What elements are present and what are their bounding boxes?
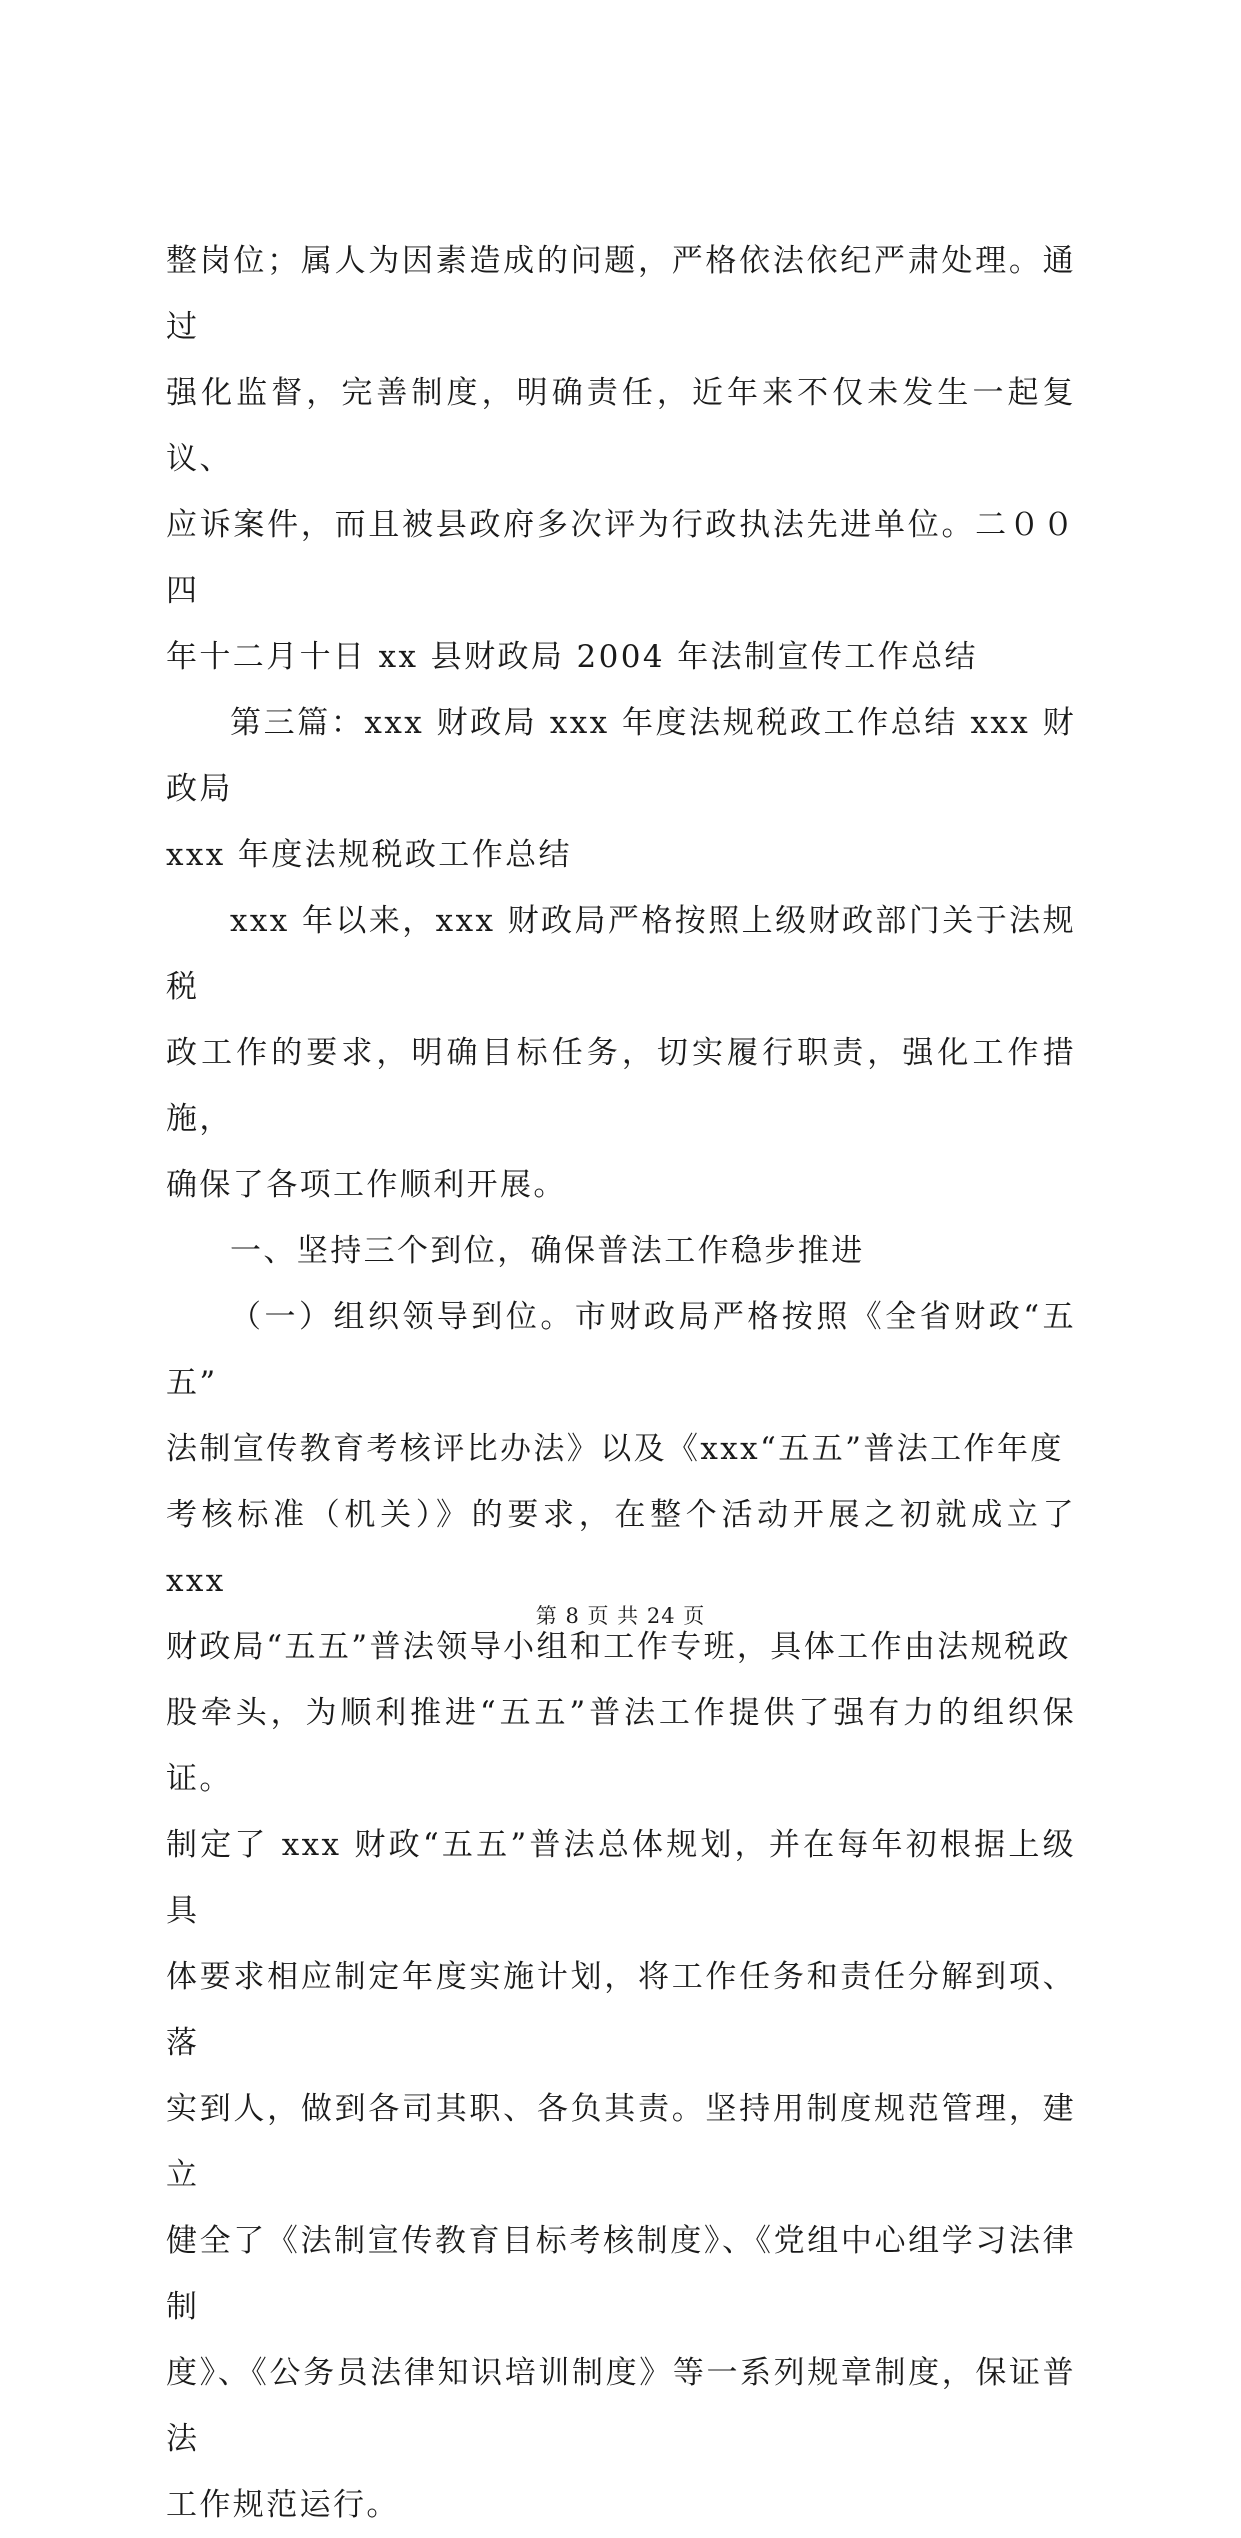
text-line: 年十二月十日 xx 县财政局 2004 年法制宣传工作总结 <box>166 639 978 675</box>
text-line: xxx 年度法规税政工作总结 <box>166 837 572 873</box>
text-line: xxx 年以来，xxx 财政局严格按照上级财政部门关于法规税 <box>166 903 1076 1005</box>
text-line: 考核标准（机关）》的要求，在整个活动开展之初就成立了 xxx <box>166 1497 1076 1599</box>
paragraph-heading <box>166 1218 1076 1284</box>
text-line: 确保了各项工作顺利开展。 <box>166 1167 567 1203</box>
text-line: 第三篇：xxx 财政局 xxx 年度法规税政工作总结 xxx 财政局 <box>166 705 1076 807</box>
text-line: （一）组织领导到位。市财政局严格按照《全省财政“五五” <box>166 1299 1076 1401</box>
paragraph-section-title <box>166 690 1076 888</box>
paragraph-intro <box>166 888 1076 1218</box>
text-line: 制定了 xxx 财政“五五”普法总体规划，并在每年初根据上级具 <box>166 1827 1076 1929</box>
text-line: 体要求相应制定年度实施计划，将工作任务和责任分解到项、落 <box>166 1959 1076 2061</box>
text-line: 度》、《公务员法律知识培训制度》等一系列规章制度，保证普法 <box>166 2355 1076 2457</box>
text-line: 一、坚持三个到位，确保普法工作稳步推进 <box>230 1233 865 1269</box>
text-line: 政工作的要求，明确目标任务，切实履行职责，强化工作措施， <box>166 1035 1076 1137</box>
text-line: 法制宣传教育考核评比办法》以及《xxx“五五”普法工作年度 <box>166 1431 1064 1467</box>
text-line: 实到人，做到各司其职、各负其责。坚持用制度规范管理，建立 <box>166 2091 1076 2193</box>
paragraph-body <box>166 1284 1076 2538</box>
text-line: 股牵头，为顺利推进“五五”普法工作提供了强有力的组织保证。 <box>166 1695 1076 1797</box>
text-line: 财政局“五五”普法领导小组和工作专班，具体工作由法规税政 <box>166 1629 1071 1665</box>
page-number: 第 8 页 共 24 页 <box>535 1604 706 1628</box>
text-line: 工作规范运行。 <box>166 2487 400 2523</box>
text-line: 健全了《法制宣传教育目标考核制度》、《党组中心组学习法律制 <box>166 2223 1076 2325</box>
text-line: 应诉案件，而且被县政府多次评为行政执法先进单位。二００四 <box>166 507 1076 609</box>
text-line: 强化监督，完善制度，明确责任，近年来不仅未发生一起复议、 <box>166 375 1076 477</box>
page-footer <box>0 1600 1241 1630</box>
document-body <box>166 228 1076 2538</box>
paragraph-continuation <box>166 228 1076 690</box>
text-line: 整岗位；属人为因素造成的问题，严格依法依纪严肃处理。通过 <box>166 243 1076 345</box>
